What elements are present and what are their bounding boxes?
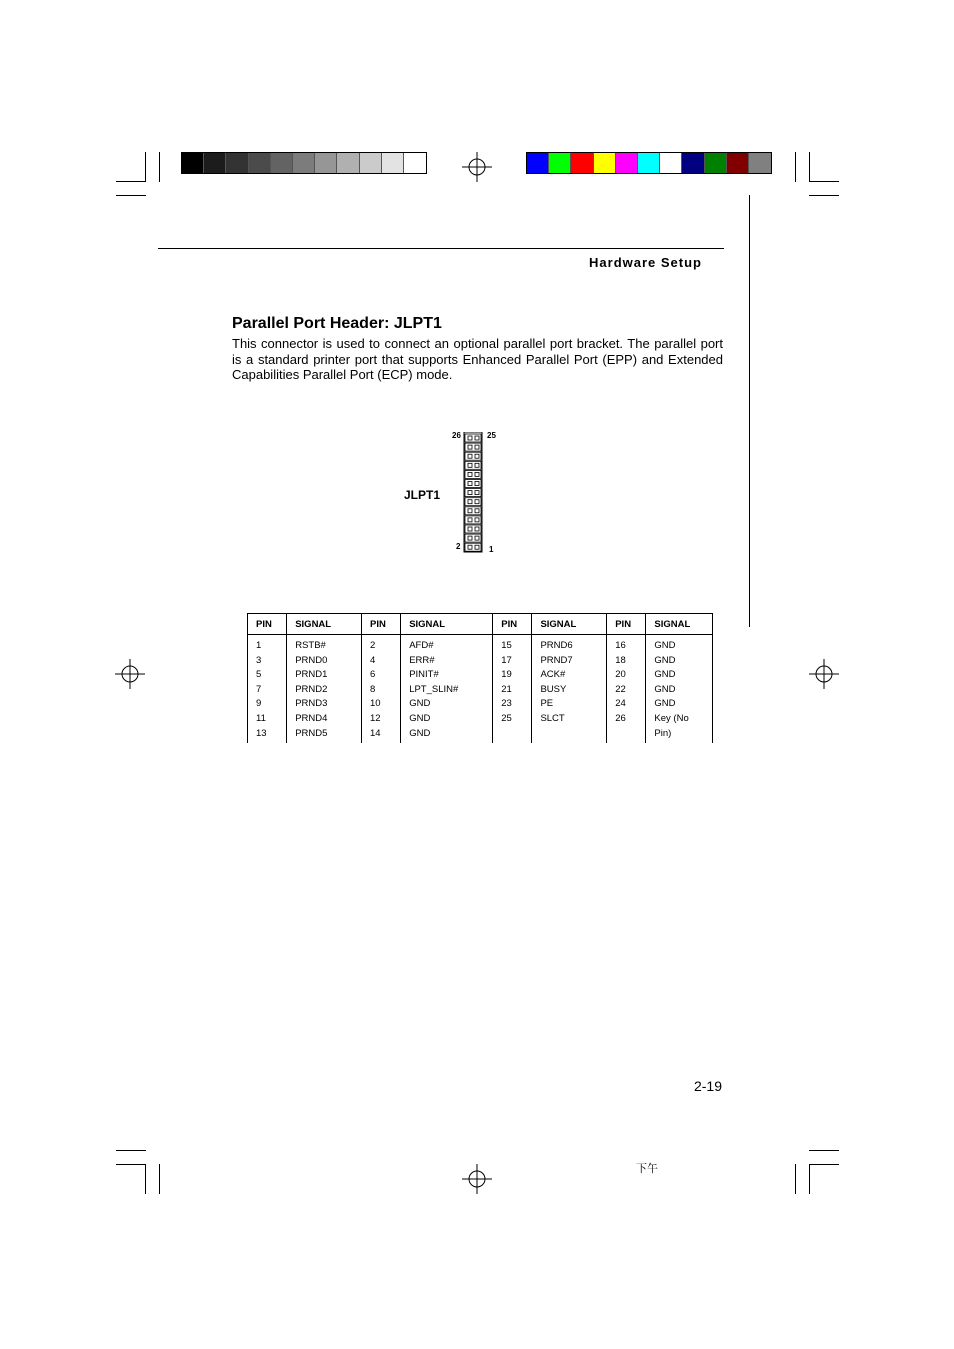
table-cell: 8 <box>369 683 376 695</box>
registration-mark-icon <box>462 152 492 182</box>
gray-swatch <box>293 153 315 173</box>
table-cell: PE <box>540 698 554 710</box>
pin-hole <box>475 454 479 458</box>
connector-label: JLPT1 <box>404 488 441 502</box>
gray-swatch <box>271 153 293 173</box>
pin-hole <box>475 509 479 513</box>
pin-hole <box>475 527 479 531</box>
pin-hole <box>475 436 479 440</box>
table-cell: PRND5 <box>295 727 328 739</box>
crop-mark <box>116 1164 146 1165</box>
signal-column-header: SIGNAL <box>401 614 493 635</box>
table-cell: ACK# <box>540 669 566 681</box>
table-cell: PRND4 <box>295 712 328 724</box>
pin-label-2: 2 <box>456 542 461 551</box>
table-cell: 3 <box>256 654 262 666</box>
pin-column <box>607 635 646 744</box>
crop-mark <box>809 1164 839 1165</box>
gray-swatch <box>360 153 382 173</box>
section-body: This connector is used to connect an optional parallel port bracket. The parallel port is a standard printer port that supports Enhanced Parallel Port (EPP) and Extended Capabilities Parallel Port (ECP) mode. <box>232 336 723 382</box>
crop-mark <box>116 1150 146 1151</box>
table-cell: PRND7 <box>540 654 573 666</box>
color-swatch <box>549 153 571 173</box>
section-title: Parallel Port Header: JLPT1 <box>232 315 442 332</box>
color-swatch <box>682 153 704 173</box>
pin-hole <box>468 472 472 476</box>
pin-column <box>493 635 532 744</box>
table-cell: 5 <box>256 669 262 681</box>
crop-mark <box>809 1164 810 1194</box>
pin-column-header: PIN <box>248 614 287 635</box>
pin-definition-table <box>247 613 713 743</box>
gray-swatch <box>315 153 337 173</box>
table-cell: BUSY <box>540 683 567 695</box>
table-cell: 22 <box>615 683 626 695</box>
table-cell: 9 <box>256 698 262 710</box>
pin-hole <box>475 445 479 449</box>
gray-swatch <box>204 153 226 173</box>
pin-hole <box>475 518 479 522</box>
pin-hole <box>468 491 472 495</box>
crop-mark <box>809 1150 839 1151</box>
pin-hole <box>468 454 472 458</box>
registration-mark-icon <box>462 1164 492 1194</box>
table-cell: GND <box>409 712 431 724</box>
table-cell: LPT_SLIN# <box>409 683 459 695</box>
pin-hole <box>468 545 472 549</box>
pin-hole <box>475 472 479 476</box>
signal-column <box>401 635 493 744</box>
table-cell: 21 <box>501 683 512 695</box>
table-cell: PRND1 <box>295 669 328 681</box>
table-cell: AFD# <box>409 640 434 651</box>
color-swatch <box>594 153 616 173</box>
crop-mark <box>159 152 160 182</box>
gray-swatch <box>337 153 359 173</box>
color-swatch <box>749 153 771 173</box>
pin-label-1: 1 <box>489 545 494 554</box>
table-cell: 14 <box>369 727 381 739</box>
signal-column-header: SIGNAL <box>532 614 607 635</box>
table-cell: GND <box>409 727 431 739</box>
pin-hole <box>468 509 472 513</box>
pin-column <box>361 635 400 744</box>
table-cell: 23 <box>501 698 512 710</box>
table-cell: 18 <box>615 654 626 666</box>
crop-mark <box>809 181 839 182</box>
crop-mark <box>116 195 146 196</box>
table-cell: 24 <box>615 698 626 710</box>
crop-mark <box>159 1164 160 1194</box>
gray-swatch <box>182 153 204 173</box>
color-swatch <box>571 153 593 173</box>
table-cell: 6 <box>369 669 376 681</box>
color-swatch <box>616 153 638 173</box>
table-cell: 10 <box>369 698 381 710</box>
pin-hole <box>475 482 479 486</box>
registration-mark-icon <box>115 659 145 689</box>
table-cell: GND <box>654 640 676 651</box>
pin-column-header: PIN <box>493 614 532 635</box>
pin-hole <box>475 500 479 504</box>
pin-hole <box>475 545 479 549</box>
crop-mark <box>795 1164 796 1194</box>
pin-hole <box>475 463 479 467</box>
table-cell: SLCT <box>540 712 565 724</box>
signal-column <box>646 635 713 744</box>
table-cell: 11 <box>256 712 266 724</box>
margin-rule <box>749 195 750 627</box>
pin-hole <box>468 436 472 440</box>
table-cell: 26 <box>615 712 626 724</box>
pin-column-header: PIN <box>361 614 400 635</box>
pin-hole <box>468 445 472 449</box>
pin-hole <box>468 500 472 504</box>
table-cell: 13 <box>256 727 267 739</box>
pin-hole <box>475 491 479 495</box>
pin-hole <box>468 536 472 540</box>
gray-calibration-bar <box>181 152 427 174</box>
table-cell: PRND3 <box>295 698 328 710</box>
color-swatch <box>638 153 660 173</box>
table-cell: GND <box>654 669 676 681</box>
signal-column-header: SIGNAL <box>287 614 362 635</box>
pin-label-26: 26 <box>452 431 461 440</box>
table-cell: 15 <box>501 640 512 651</box>
signal-column <box>532 635 607 744</box>
jlpt1-connector-diagram <box>400 428 510 558</box>
table-cell: 12 <box>369 712 381 724</box>
gray-swatch <box>382 153 404 173</box>
pin-header-icon <box>462 432 484 554</box>
table-cell: 25 <box>501 712 512 724</box>
gray-swatch <box>404 153 426 173</box>
table-cell: GND <box>654 654 676 666</box>
gray-swatch <box>249 153 271 173</box>
table-cell: 19 <box>501 669 512 681</box>
crop-mark <box>116 181 146 182</box>
pin-hole <box>468 463 472 467</box>
table-cell: 1 <box>256 640 262 651</box>
table-cell: 16 <box>615 640 626 651</box>
table-cell: GND <box>654 683 676 695</box>
color-swatch <box>727 153 749 173</box>
pin-label-25: 25 <box>487 431 496 440</box>
crop-mark <box>795 152 796 182</box>
print-footer-mark: 下午 <box>636 1162 658 1175</box>
running-head: Hardware Setup <box>589 255 702 270</box>
signal-column <box>287 635 362 744</box>
table-cell: PRND0 <box>295 654 328 666</box>
pin-hole <box>468 482 472 486</box>
table-cell: PRND2 <box>295 683 328 695</box>
table-cell: 17 <box>501 654 512 666</box>
header-rule <box>158 248 724 249</box>
table-cell: GND <box>409 698 431 710</box>
color-calibration-bar <box>526 152 772 174</box>
pin-hole <box>468 527 472 531</box>
table-cell: 2 <box>369 640 376 651</box>
crop-mark <box>145 1164 146 1194</box>
table-cell: ERR# <box>409 654 435 666</box>
pin-hole <box>475 536 479 540</box>
table-cell: PRND6 <box>540 640 573 651</box>
pin-hole <box>468 518 472 522</box>
gray-swatch <box>226 153 248 173</box>
table-cell: RSTB# <box>295 640 326 651</box>
table-cell: PINIT# <box>409 669 439 681</box>
crop-mark <box>145 152 146 182</box>
table-cell: GND <box>654 698 676 710</box>
pin-column <box>248 635 287 744</box>
table-cell: Key (No Pin) <box>654 712 689 739</box>
crop-mark <box>809 195 839 196</box>
table-cell: 7 <box>256 683 262 695</box>
registration-mark-icon <box>809 659 839 689</box>
crop-mark <box>809 152 810 182</box>
table-cell: 20 <box>615 669 626 681</box>
color-swatch <box>527 153 549 173</box>
color-swatch <box>705 153 727 173</box>
page-number: 2-19 <box>693 1078 722 1094</box>
signal-column-header: SIGNAL <box>646 614 713 635</box>
table-cell: 4 <box>369 654 376 666</box>
color-swatch <box>660 153 682 173</box>
pin-column-header: PIN <box>607 614 646 635</box>
